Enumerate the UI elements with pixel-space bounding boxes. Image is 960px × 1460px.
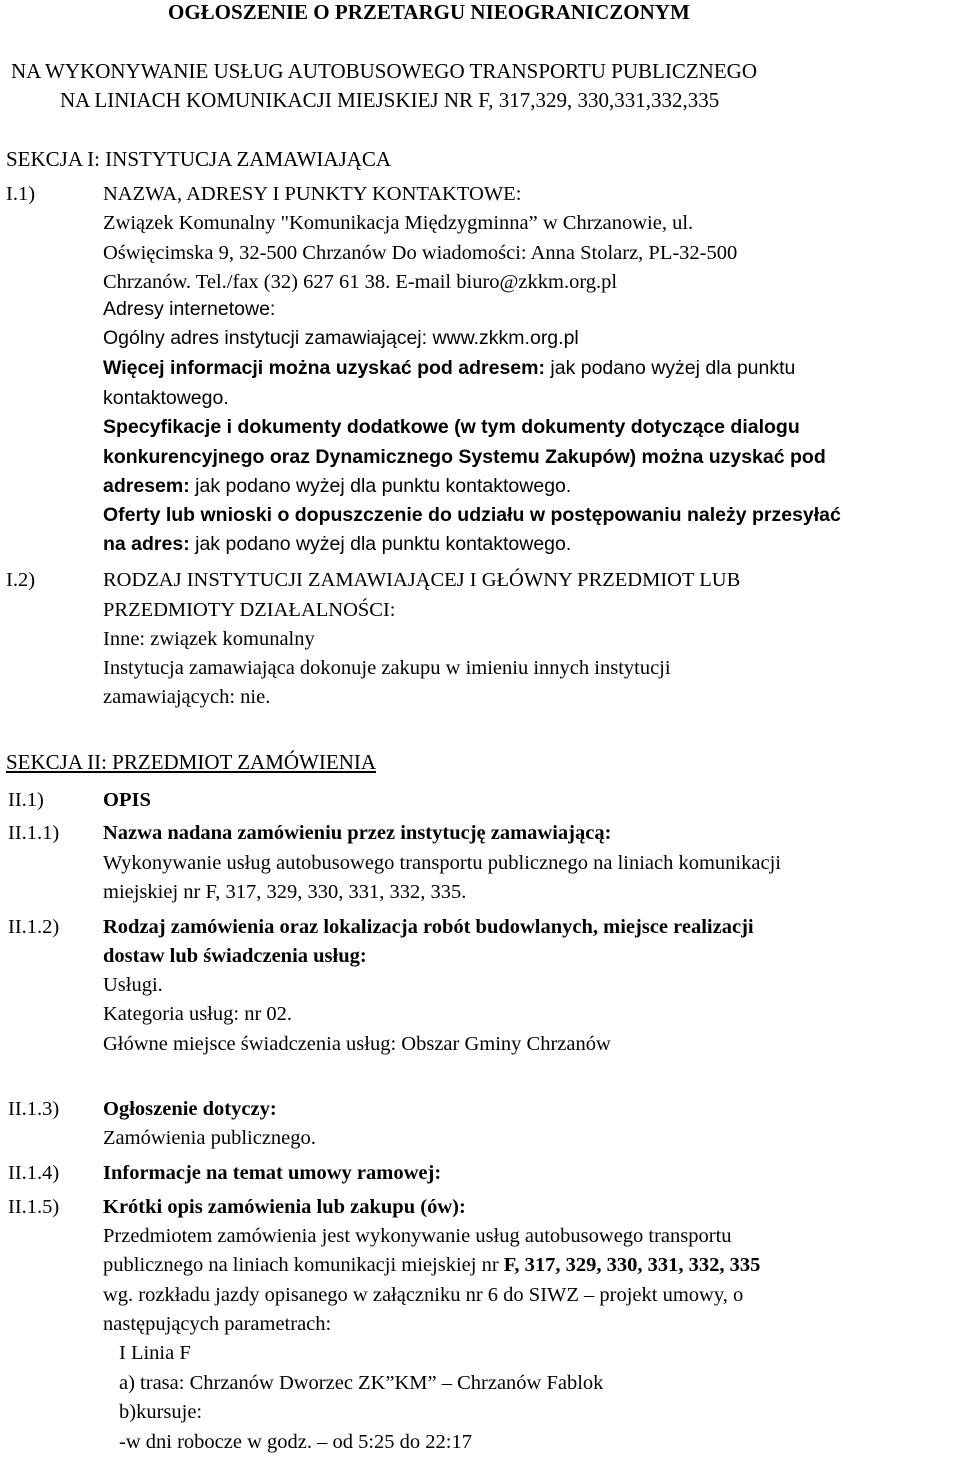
ii13-value: Zamówienia publicznego.: [103, 1127, 316, 1149]
ii15-line7: b)kursuje:: [119, 1401, 203, 1423]
ii15-line3: wg. rozkładu jazdy opisanego w załączniku nr 6 do SIWZ – projekt umowy, o: [103, 1284, 744, 1306]
i1-address-line1: Związek Komunalny "Komunikacja Międzygminna” w Chrzanowie, ul.: [103, 212, 694, 234]
item-number-ii14: II.1.4): [8, 1162, 60, 1184]
ii1-heading: OPIS: [103, 789, 151, 811]
i1-offers-line2: [103, 535, 571, 555]
i1-spec-value: jak podano wyżej dla punktu kontaktowego.: [195, 475, 572, 497]
i1-more-info-value: jak podano wyżej dla punktu: [550, 357, 796, 379]
document-title: OGŁOSZENIE O PRZETARGU NIEOGRANICZONYM: [168, 0, 690, 24]
ii11-line1: Wykonywanie usług autobusowego transportu publicznego na liniach komunikacji: [103, 852, 781, 874]
i2-purchase-line1: Instytucja zamawiająca dokonuje zakupu w imieniu innych instytucji: [103, 657, 671, 679]
ii15-line2-text: publicznego na liniach komunikacji miejskiej nr: [103, 1254, 504, 1276]
item-number-i2: I.2): [6, 569, 36, 591]
i1-address-line3: Chrzanów. Tel./fax (32) 627 61 38. E-mail biuro@zkkm.org.pl: [103, 271, 618, 293]
ii15-line8: -w dni robocze w godz. – od 5:25 do 22:17: [119, 1431, 472, 1453]
ii15-line4: następujących parametrach:: [103, 1313, 332, 1335]
ii12-heading-line1: Rodzaj zamówienia oraz lokalizacja robót budowlanych, miejsce realizacji: [103, 916, 754, 938]
item-number-i1: I.1): [6, 183, 36, 205]
ii15-line2: [103, 1255, 760, 1276]
i1-spec-line2: konkurencyjnego oraz Dynamicznego Systemu Zakupów) można uzyskać pod: [103, 446, 826, 468]
i2-other: Inne: związek komunalny: [103, 628, 315, 650]
document-subtitle-line1: NA WYKONYWANIE USŁUG AUTOBUSOWEGO TRANSPORTU PUBLICZNEGO: [11, 59, 758, 83]
ii11-line2: miejskiej nr F, 317, 329, 330, 331, 332, 335.: [103, 881, 467, 903]
i1-offers-label: na adres:: [103, 533, 190, 555]
ii15-line2-lines: F, 317, 329, 330, 331, 332, 335: [503, 1254, 761, 1276]
ii15-heading: Krótki opis zamówienia lub zakupu (ów):: [103, 1196, 466, 1218]
ii14-heading: Informacje na temat umowy ramowej:: [103, 1162, 442, 1184]
i2-purchase-line2: zamawiających: nie.: [103, 686, 271, 708]
i1-spec-line3: [103, 477, 571, 497]
ii13-heading: Ogłoszenie dotyczy:: [103, 1098, 277, 1120]
ii11-heading: Nazwa nadana zamówieniu przez instytucję zamawiającą:: [103, 822, 612, 844]
item-number-ii15: II.1.5): [8, 1196, 60, 1218]
ii15-line5: I Linia F: [119, 1342, 191, 1364]
i1-spec-label: adresem:: [103, 475, 190, 497]
section-2-heading: SEKCJA II: PRZEDMIOT ZAMÓWIENIA: [6, 750, 377, 774]
document-subtitle-line2: NA LINIACH KOMUNIKACJI MIEJSKIEJ NR F, 317,329, 330,331,332,335: [60, 88, 720, 112]
item-number-ii12: II.1.2): [8, 916, 60, 938]
i1-more-info-cont: kontaktowego.: [103, 387, 229, 409]
section-1-heading: SEKCJA I: INSTYTUCJA ZAMAWIAJĄCA: [6, 147, 392, 171]
i2-heading-line2: PRZEDMIOTY DZIAŁALNOŚCI:: [103, 599, 396, 621]
i1-offers-line1: Oferty lub wnioski o dopuszczenie do udziału w postępowaniu należy przesyłać: [103, 504, 841, 526]
ii12-place: Główne miejsce świadczenia usług: Obszar Gminy Chrzanów: [103, 1033, 611, 1055]
item-number-ii13: II.1.3): [8, 1098, 60, 1120]
item-number-ii1: II.1): [8, 789, 44, 811]
i1-address-line2: Oświęcimska 9, 32-500 Chrzanów Do wiadomości: Anna Stolarz, PL-32-500: [103, 242, 738, 264]
i1-more-info-label: Więcej informacji można uzyskać pod adresem:: [103, 357, 545, 379]
item-number-ii11: II.1.1): [8, 822, 60, 844]
i1-more-info-line: [103, 359, 795, 379]
ii15-line1: Przedmiotem zamówienia jest wykonywanie usług autobusowego transportu: [103, 1225, 732, 1247]
i1-heading: NAZWA, ADRESY I PUNKTY KONTAKTOWE:: [103, 183, 522, 205]
i1-offers-value: jak podano wyżej dla punktu kontaktowego.: [195, 533, 572, 555]
ii15-line6: a) trasa: Chrzanów Dworzec ZK”KM” – Chrzanów Fablok: [119, 1372, 604, 1394]
i1-spec-line1: Specyfikacje i dokumenty dodatkowe (w tym dokumenty dotyczące dialogu: [103, 416, 800, 438]
i1-general-address: Ogólny adres instytucji zamawiającej: www.zkkm.org.pl: [103, 327, 579, 349]
i1-internet-label: Adresy internetowe:: [103, 298, 276, 320]
ii12-category: Kategoria usług: nr 02.: [103, 1003, 293, 1025]
ii12-heading-line2: dostaw lub świadczenia usług:: [103, 945, 367, 967]
i2-heading-line1: RODZAJ INSTYTUCJI ZAMAWIAJĄCEJ I GŁÓWNY PRZEDMIOT LUB: [103, 569, 741, 591]
ii12-type: Usługi.: [103, 974, 163, 996]
